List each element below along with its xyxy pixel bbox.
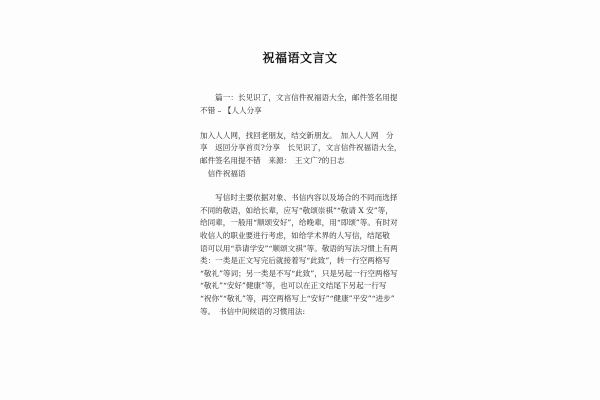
paragraph-line: 享 返回分享首页?分享 长见识了，文言信件祝福语大全， xyxy=(200,143,402,153)
paragraph-line: 给同辈，一般用“顺颂安好”，给晚辈，用“即颂”等。有时对 xyxy=(200,218,398,228)
paragraph-line: 邮件签名用提不错 来源： 王文广?的日志 xyxy=(200,155,345,165)
paragraph-line: 加入人人网，找回老朋友，结交新朋友。 加入人人网 分 xyxy=(200,130,394,140)
paragraph-line: 不同的敬语，如给长辈，应写“敬颂崇祺”“敬请 X 安”等， xyxy=(200,205,393,215)
paragraph-line: 收信人的职业要进行考虑，如给学术界的人写信，结尾敬 xyxy=(200,230,390,240)
paragraph-line: “祝你”“敬礼”等，再空两格写上“安好”“健康”平安”“进步” xyxy=(200,293,395,303)
section-heading: 信件祝福语 xyxy=(200,168,246,178)
paragraph-line: 类：一类是正文写完后就接着写“此致”，转一行空两格写 xyxy=(200,256,391,266)
document-body xyxy=(200,92,414,318)
paragraph-line: 写信时主要依据对象、书信内容以及场合的不同而选择 xyxy=(200,193,398,203)
paragraph-line: 篇一：长见识了，文言信件祝福语大全，邮件签名用提 xyxy=(200,93,398,102)
paragraph-line: “敬礼”“安好”健康”等，也可以在正文结尾下另起一行写 xyxy=(200,281,387,291)
document-title: 祝福语文言文 xyxy=(262,51,338,65)
paragraph-line: 语可以用“恭请学安”“顺颂文祺”等。敬语的写法习惯上有两 xyxy=(200,243,398,253)
paragraph-line: “敬礼”等词；另一类是不写“此致”，只是另起一行空两格写 xyxy=(200,268,398,278)
paragraph-line: 等。 书信中间候语的习惯用法: xyxy=(200,306,306,316)
paragraph-line: 不错 – 【人人分享 xyxy=(200,105,262,115)
